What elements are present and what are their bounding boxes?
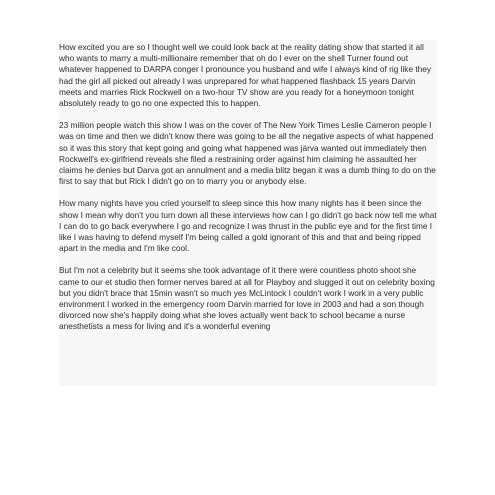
document-page — [59, 40, 437, 386]
document-body — [59, 40, 437, 333]
paragraph-3: How many nights have you cried yourself to sleep since this how many nights has it been since the show I mean why don't you turn down all these interviews how can I go didn't go back now tell me what I can do to go back everywhere I go and recognize I was thrust in the public eye and for the first time I like I was having to defend myself I'm being called a gold ignorant of this and that and being ripped apart in the media and I'm like cool. — [59, 198, 437, 254]
paragraph-4: But I'm not a celebrity but it seems she took advantage of it there were countless photo shoot she came to our et studio then former nerves bared at all for Playboy and slugged it out on celebrity boxing but you didn't brace that 15min wasn't so much yes McLintock I couldn't work I work in a very public environment I worked in the emergency room Darvin married for love in 2003 and had a son though divorced now she's happily doing what she loves actually went back to school became a nurse anesthetists a mess for living and it's a wonderful evening — [59, 265, 435, 332]
paragraph-2: 23 million people watch this show I was on the cover of The New York Times Leslie Cameron people I was on time and then we didn't know there was going to be all the negative aspects of what happened so it was this story that kept going and going what happened was järva wanted out immediately then Rockwell's ex-girlfriend reveals she filed a restraining order against him claiming he assaulted her claims he denies but Darva got an annulment and a media blitz began it was a dumb thing to do on the first to say that but Rick I didn't go on to marry you or anybody else. — [59, 120, 436, 187]
paragraph-1: How excited you are so I thought well we could look back at the reality dating show that started it all who wants to marry a multi-millionaire remember that oh do I ever on the shell Turner found out whatever happened to DARPA conger I pronounce you husband and wife I always kind of rig like they had the girl all picked out already I was unprepared for what happened flashback 15 years Darvin meets and marries Rick Rockwell on a two-hour TV show are you ready for a honeymoon tonight absolutely ready to go no one expected this to happen. — [59, 42, 432, 109]
